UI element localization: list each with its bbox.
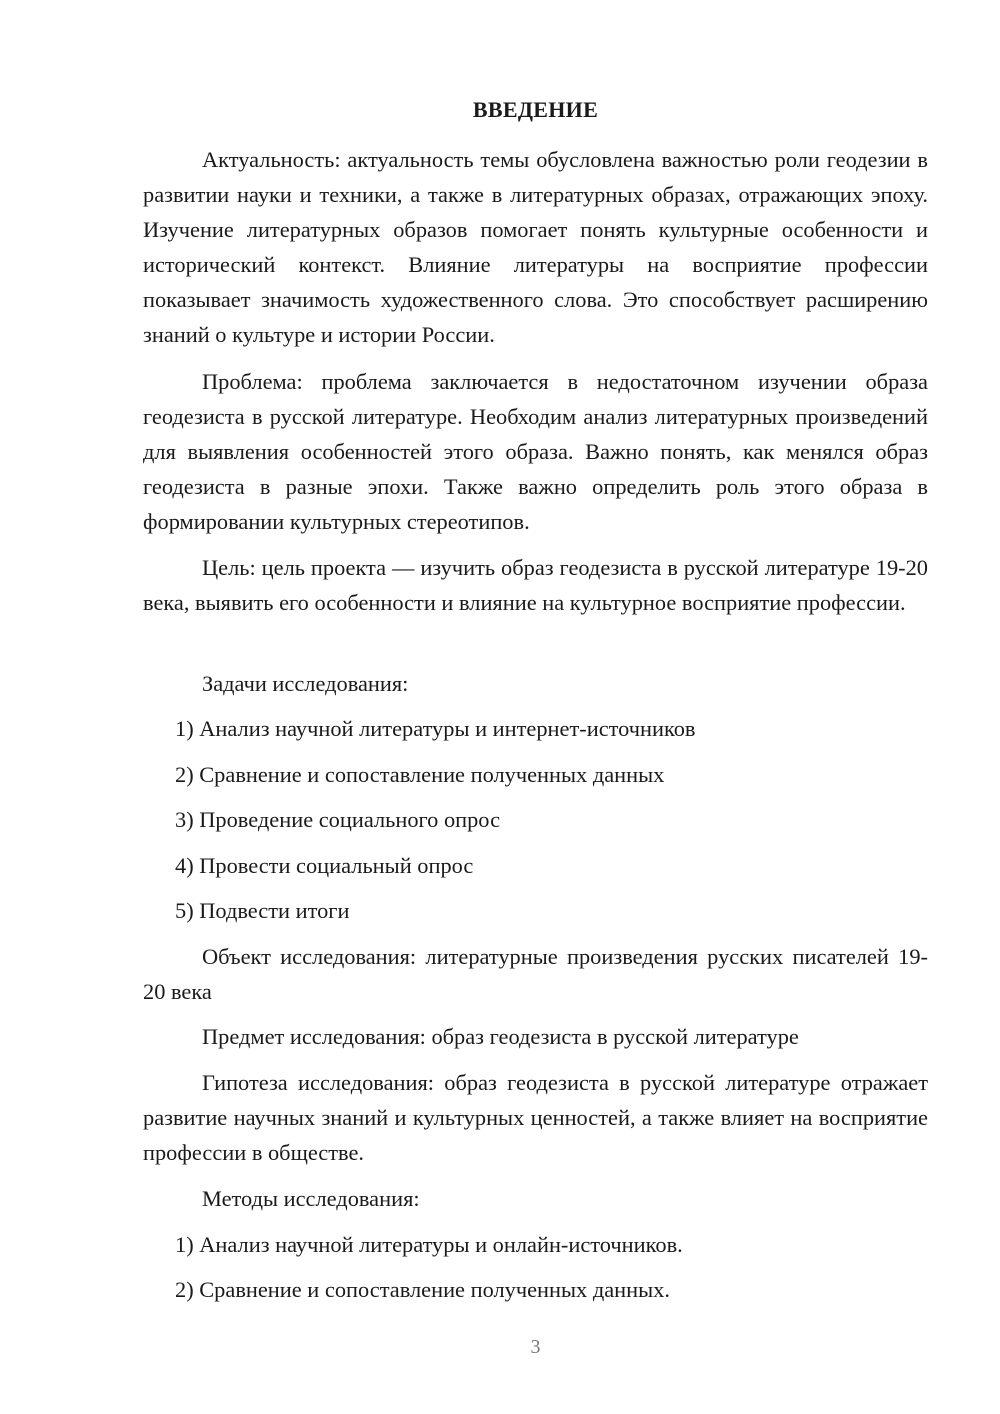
- task-item-2: 2) Сравнение и сопоставление полученных данных: [175, 762, 665, 787]
- document-page: [143, 0, 928, 1414]
- problem-paragraph: Проблема: проблема заключается в недостаточном изучении образа геодезиста в русской литературе. Необходим анализ литературных произведений для выявления особенностей этого образа. Важно понять, как менялся образ геодезиста в разные эпохи. Также важно определить роль этого образа в формировании культурных стереотипов.: [143, 369, 928, 534]
- hypothesis-paragraph: Гипотеза исследования: образ геодезиста в русской литературе отражает развитие научных знаний и культурных ценностей, а также влияет на восприятие профессии в обществе.: [143, 1070, 928, 1165]
- task-item-5: 5) Подвести итоги: [175, 898, 350, 923]
- goal-paragraph: Цель: цель проекта — изучить образ геодезиста в русской литературе 19-20 века, выявить его особенности и влияние на культурное восприятие профессии.: [143, 555, 928, 615]
- method-item-1: 1) Анализ научной литературы и онлайн-источников.: [175, 1232, 683, 1257]
- tasks-label: Задачи исследования:: [202, 671, 409, 696]
- object-paragraph: Объект исследования: литературные произведения русских писателей 19-20 века: [143, 944, 928, 1004]
- page-number: 3: [530, 1336, 541, 1358]
- subject-paragraph: Предмет исследования: образ геодезиста в русской литературе: [202, 1024, 799, 1049]
- methods-label: Методы исследования:: [202, 1186, 420, 1211]
- task-item-3: 3) Проведение социального опрос: [175, 807, 501, 832]
- method-item-2: 2) Сравнение и сопоставление полученных данных.: [175, 1277, 670, 1302]
- task-item-1: 1) Анализ научной литературы и интернет-источников: [175, 716, 696, 741]
- task-item-4: 4) Провести социальный опрос: [175, 853, 474, 878]
- relevance-paragraph: Актуальность: актуальность темы обусловлена важностью роли геодезии в развитии науки и техники, а также в литературных образах, отражающих эпоху. Изучение литературных образов помогает понять культурные особенности и исторический контекст. Влияние литературы на восприятие профессии показывает значимость художественного слова. Это способствует расширению знаний о культуре и истории России.: [143, 147, 928, 347]
- page-title: ВВЕДЕНИЕ: [472, 97, 599, 122]
